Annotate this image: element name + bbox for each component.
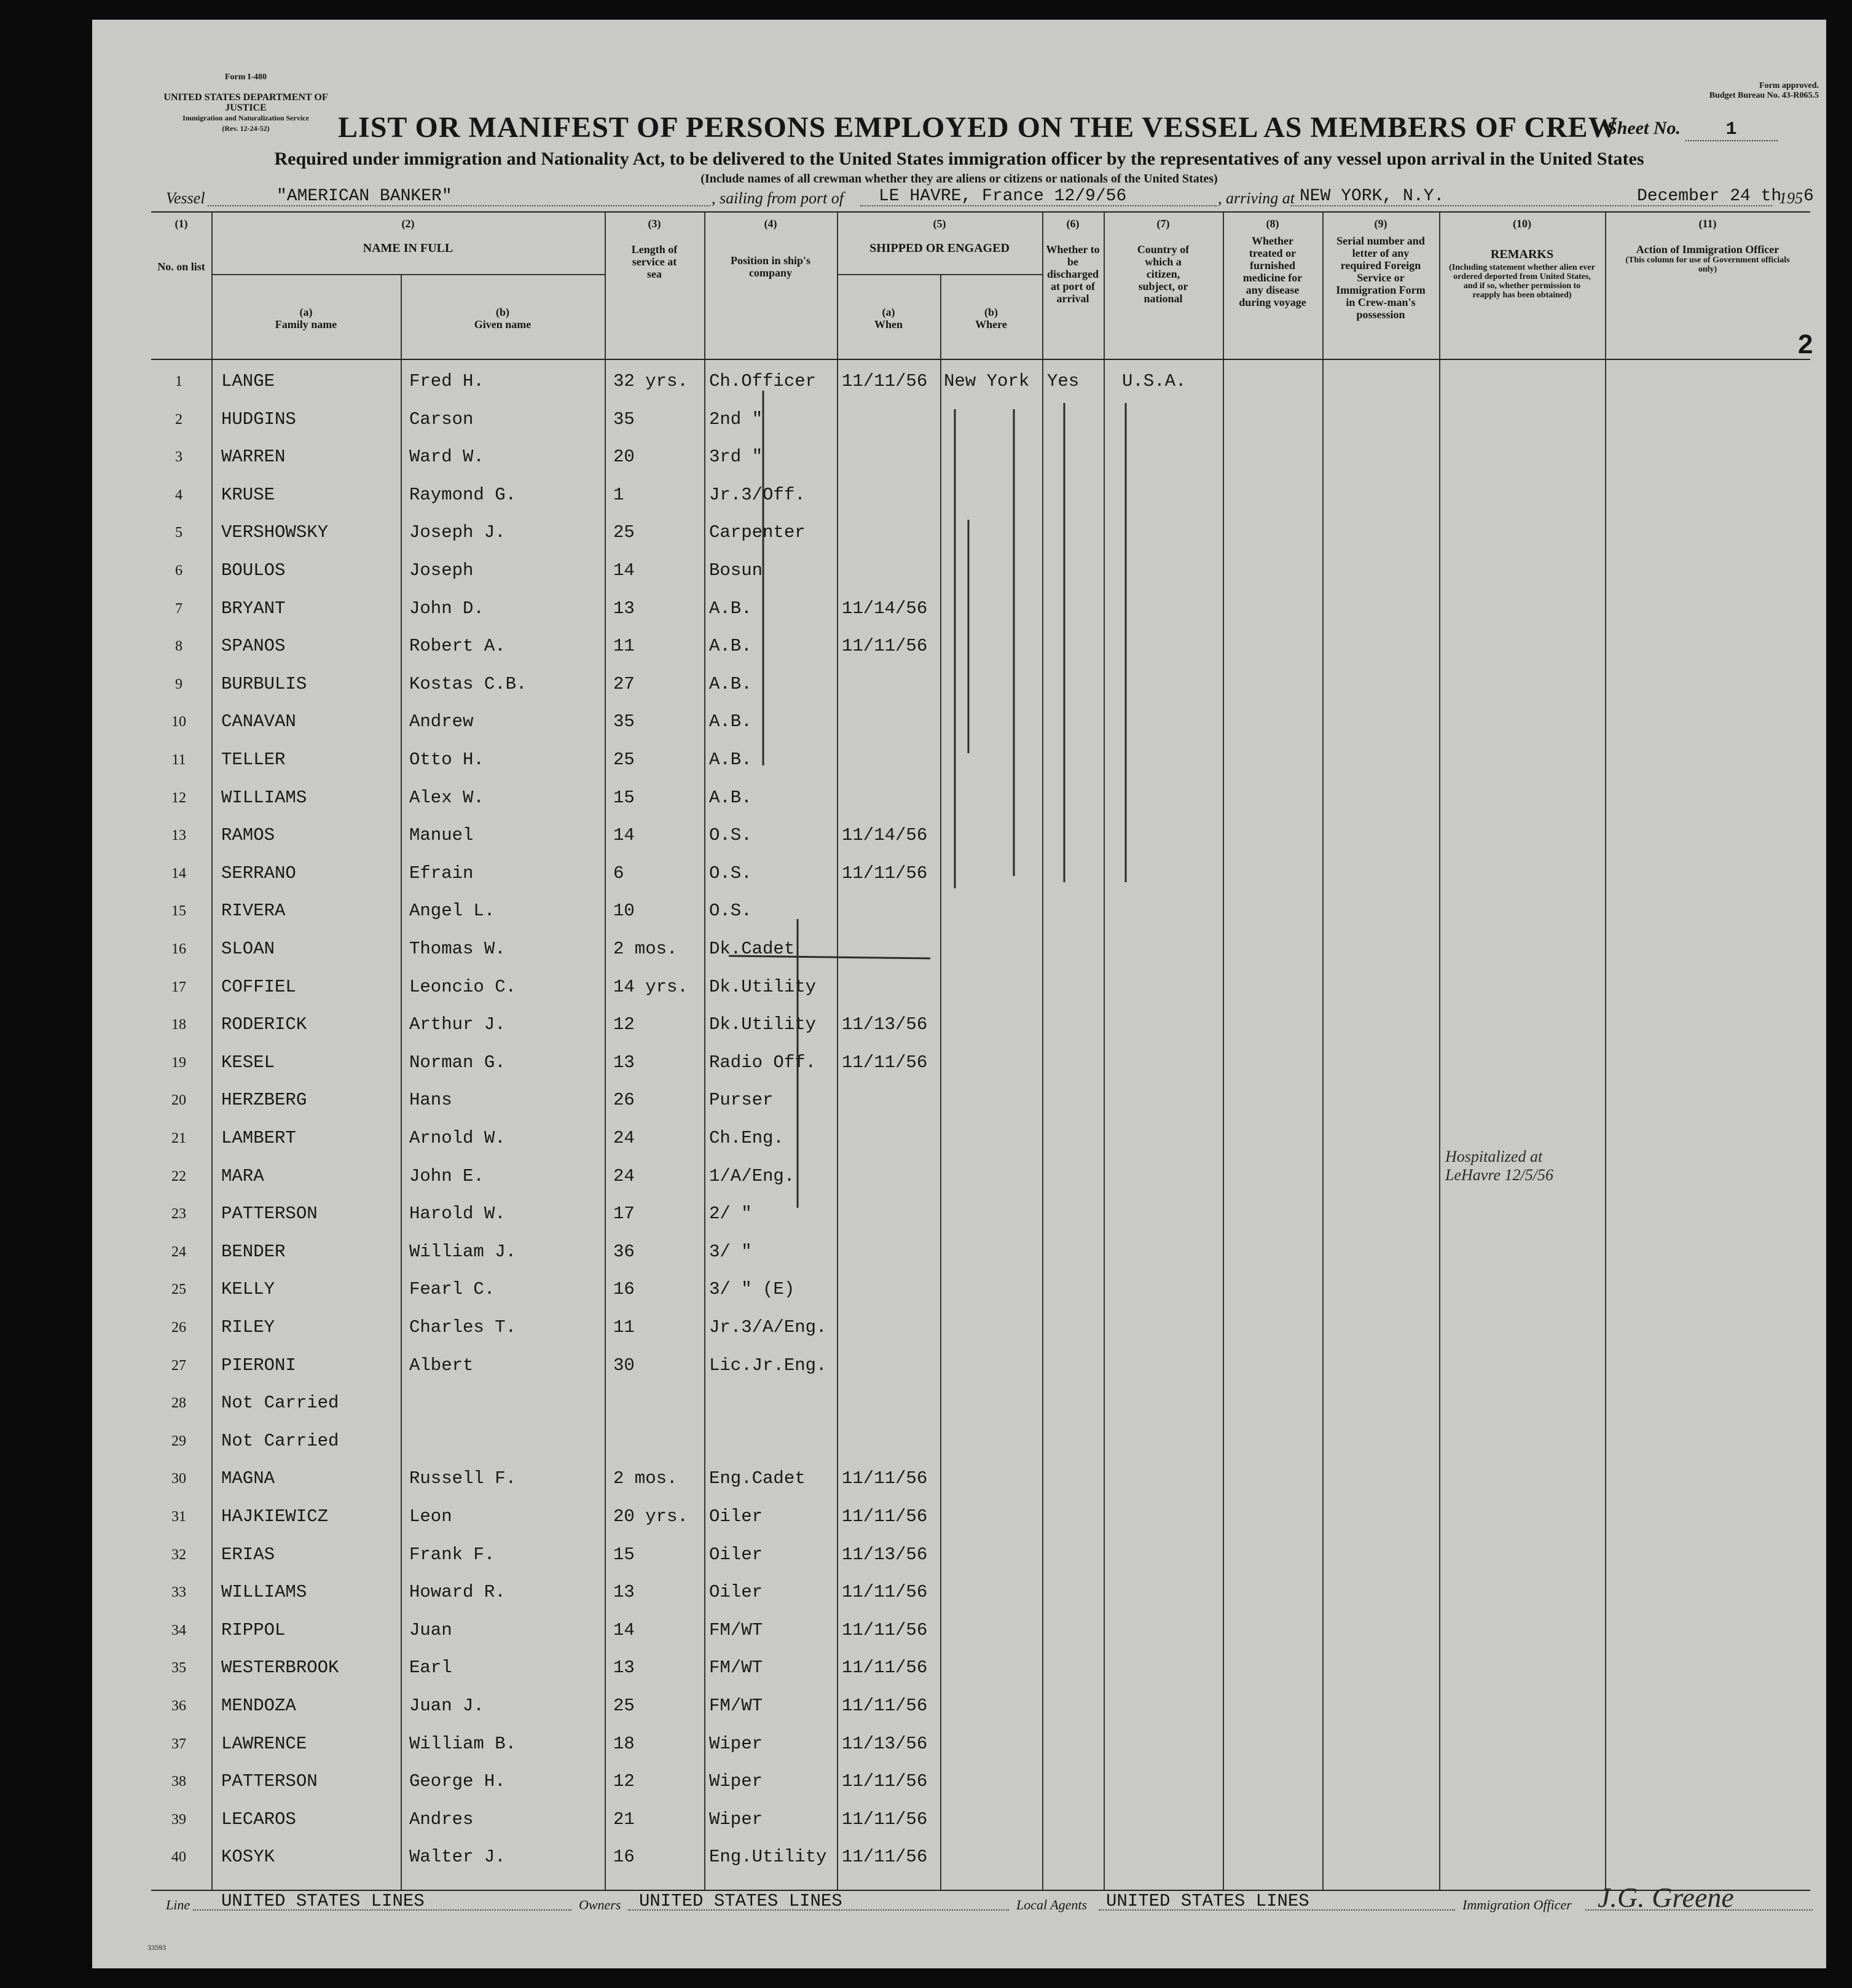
col5a-label: When xyxy=(874,318,903,331)
cell-given: Robert A. xyxy=(409,636,506,656)
cell-family: SERRANO xyxy=(221,863,296,883)
cell-no: 9 xyxy=(175,676,182,692)
cell-when: 11/11/56 xyxy=(842,1847,928,1867)
sailing-label: , sailing from port of xyxy=(712,189,844,207)
line-value: UNITED STATES LINES xyxy=(221,1891,425,1911)
cell-service: 17 xyxy=(613,1203,635,1224)
officer-signature: J.G. Greene xyxy=(1598,1882,1734,1913)
cell-position: Dk.Utility xyxy=(709,1014,817,1035)
cell-family: KRUSE xyxy=(221,485,275,505)
col6-number: (6) xyxy=(1066,217,1080,230)
cell-given: Juan xyxy=(409,1620,452,1640)
cell-position: FM/WT xyxy=(709,1696,763,1716)
col11-note: (This column for use of Government officials only) xyxy=(1625,256,1790,274)
col4-label: Position in ship's company xyxy=(730,254,811,279)
col9-label: Serial number and letter of any required Foreign Service or Immigration Form in Crew-man's possession xyxy=(1336,235,1426,321)
cell-no: 30 xyxy=(171,1471,186,1487)
cell-position: Eng.Utility xyxy=(709,1847,827,1867)
manifest-sheet xyxy=(92,20,1826,1968)
cell-position: O.S. xyxy=(709,825,752,845)
cell-position: Jr.3/A/Eng. xyxy=(709,1317,827,1337)
cell-given: Carson xyxy=(409,409,474,429)
cell-position: Oiler xyxy=(709,1544,763,1565)
cell-when: 11/13/56 xyxy=(842,1544,928,1565)
sheet-label: Sheet No. xyxy=(1607,118,1681,138)
cell-given: Joseph J. xyxy=(409,522,506,542)
cell-no: 4 xyxy=(175,487,182,503)
cell-service: 13 xyxy=(613,1657,635,1678)
cell-service: 13 xyxy=(613,1052,635,1073)
cell-service: 13 xyxy=(613,1582,635,1602)
col3-number: (3) xyxy=(648,217,661,230)
cell-position: 1/A/Eng. xyxy=(709,1166,795,1186)
cell-position: FM/WT xyxy=(709,1620,763,1640)
include-note: (Include names of all crewman whether they are aliens or citizens or nationals of the United States) xyxy=(700,172,1218,186)
cell-when: 11/11/56 xyxy=(842,371,928,391)
cell-given: William J. xyxy=(409,1242,517,1262)
cell-service: 26 xyxy=(613,1090,635,1110)
col5b-label: Where xyxy=(975,318,1007,331)
cell-given: Raymond G. xyxy=(409,485,517,505)
cell-no: 29 xyxy=(171,1433,186,1449)
cell-family: BENDER xyxy=(221,1242,286,1262)
cell-given: Albert xyxy=(409,1355,474,1376)
cell-family: RODERICK xyxy=(221,1014,307,1035)
form-number: Form I-480 xyxy=(225,72,267,82)
cell-family: KELLY xyxy=(221,1279,275,1299)
cell-when: 11/11/56 xyxy=(842,1620,928,1640)
cell-when: 11/11/56 xyxy=(842,1506,928,1527)
cell-no: 10 xyxy=(171,714,186,730)
cell-no: 40 xyxy=(171,1849,186,1865)
cell-service: 27 xyxy=(613,674,635,694)
cell-position: A.B. xyxy=(709,711,752,732)
cell-service: 32 yrs. xyxy=(613,371,688,391)
cell-position: 3/ " (E) xyxy=(709,1279,795,1299)
cell-service: 14 xyxy=(613,1620,635,1640)
approval-line-2: Budget Bureau No. 43-R065.5 xyxy=(1709,91,1819,100)
cell-family: LANGE xyxy=(221,371,275,391)
arrival-date: December 24 th xyxy=(1637,187,1782,206)
arrival-port: NEW YORK, N.Y. xyxy=(1300,187,1445,206)
col6-label: Whether to be discharged at port of arrival xyxy=(1046,243,1100,305)
cell-family: BURBULIS xyxy=(221,674,307,694)
cell-no: 34 xyxy=(171,1622,186,1638)
col10-note: (Including statement whether alien ever ordered deported from United States, and if so, whether permission to reapply has been obtained) xyxy=(1449,263,1595,300)
col10-label: REMARKS xyxy=(1490,248,1554,261)
col8-number: (8) xyxy=(1266,217,1279,230)
department-heading xyxy=(154,92,338,134)
cell-position: Dk.Utility xyxy=(709,977,817,997)
cell-given: Fearl C. xyxy=(409,1279,495,1299)
cell-service: 25 xyxy=(613,749,635,770)
cell-family: PIERONI xyxy=(221,1355,296,1376)
cell-position: Wiper xyxy=(709,1771,763,1791)
col10-number: (10) xyxy=(1513,217,1531,230)
cell-position: O.S. xyxy=(709,901,752,921)
cell-given: Russell F. xyxy=(409,1468,517,1489)
cell-no: 6 xyxy=(175,563,182,579)
cell-family: HAJKIEWICZ xyxy=(221,1506,329,1527)
col1-label: No. on list xyxy=(157,260,205,273)
cell-given: John D. xyxy=(409,598,484,619)
cell-position: A.B. xyxy=(709,749,752,770)
cell-family: RIVERA xyxy=(221,901,286,921)
cell-service: 15 xyxy=(613,1544,635,1565)
cell-no: 3 xyxy=(175,449,182,465)
crew-table xyxy=(151,211,1813,1891)
cell-position: Purser xyxy=(709,1090,774,1110)
cell-when: 11/11/56 xyxy=(842,1052,928,1073)
cell-no: 39 xyxy=(171,1812,186,1828)
cell-no: 35 xyxy=(171,1660,186,1676)
cell-given: Otto H. xyxy=(409,749,484,770)
cell-service: 2 mos. xyxy=(613,1468,678,1489)
cell-when: 11/13/56 xyxy=(842,1734,928,1754)
cell-family: VERSHOWSKY xyxy=(221,522,329,542)
cell-given: Hans xyxy=(409,1090,452,1110)
col2a-number: (a) xyxy=(299,306,313,318)
col2b-number: (b) xyxy=(496,306,509,318)
officer-label: Immigration Officer xyxy=(1462,1897,1572,1912)
cell-position: Jr.3/Off. xyxy=(709,485,806,505)
cell-family: RILEY xyxy=(221,1317,275,1337)
cell-no: 1 xyxy=(175,374,182,389)
col3-label: Length of service at sea xyxy=(631,243,678,280)
strike-through-line xyxy=(729,956,930,958)
cell-position: A.B. xyxy=(709,674,752,694)
cell-position: Bosun xyxy=(709,560,763,581)
cell-service: 18 xyxy=(613,1734,635,1754)
cell-no: 33 xyxy=(171,1584,186,1600)
cell-position: 3rd " xyxy=(709,447,763,467)
cell-service: 14 xyxy=(613,560,635,581)
cell-family: LAWRENCE xyxy=(221,1734,307,1754)
cell-no: 22 xyxy=(171,1168,186,1184)
cell-given: Earl xyxy=(409,1657,452,1678)
vessel-label: Vessel xyxy=(166,189,205,207)
cell-no: 18 xyxy=(171,1017,186,1033)
cell-family: ERIAS xyxy=(221,1544,275,1565)
cell-family: RAMOS xyxy=(221,825,275,845)
cell-position: Carpenter xyxy=(709,522,806,542)
cell-given: Kostas C.B. xyxy=(409,674,527,694)
cell-family: RIPPOL xyxy=(221,1620,286,1640)
cell-family: HERZBERG xyxy=(221,1090,307,1110)
col2a-label: Family name xyxy=(275,318,337,331)
cell-no: 36 xyxy=(171,1698,186,1714)
cell-service: 36 xyxy=(613,1242,635,1262)
cell-where: New York xyxy=(944,371,1030,391)
cell-family: SPANOS xyxy=(221,636,286,656)
cell-family: LECAROS xyxy=(221,1809,296,1830)
owners-value: UNITED STATES LINES xyxy=(639,1891,842,1911)
cell-family: WESTERBROOK xyxy=(221,1657,339,1678)
cell-service: 10 xyxy=(613,901,635,921)
cell-family: PATTERSON xyxy=(221,1203,318,1224)
approval-line-1: Form approved. xyxy=(1759,81,1819,90)
cell-when: 11/11/56 xyxy=(842,1657,928,1678)
cell-given: Juan J. xyxy=(409,1696,484,1716)
cell-when: 11/11/56 xyxy=(842,863,928,883)
cell-family: COFFIEL xyxy=(221,977,296,997)
cell-given: Walter J. xyxy=(409,1847,506,1867)
sheet-value: 1 xyxy=(1685,119,1778,141)
cell-position: Oiler xyxy=(709,1506,763,1527)
col4-number: (4) xyxy=(764,217,777,230)
cell-when: 11/11/56 xyxy=(842,1771,928,1791)
cell-position: Ch.Officer xyxy=(709,371,817,391)
cell-no: 37 xyxy=(171,1736,186,1752)
cell-when: 11/11/56 xyxy=(842,1468,928,1489)
sheet-number xyxy=(1607,118,1778,141)
cell-no: 17 xyxy=(171,979,186,995)
cell-service: 2 mos. xyxy=(613,939,678,959)
cell-no: 24 xyxy=(171,1244,186,1260)
cell-no: 32 xyxy=(171,1547,186,1563)
cell-no: 25 xyxy=(171,1282,186,1297)
col7-number: (7) xyxy=(1156,217,1170,230)
cell-position: Oiler xyxy=(709,1582,763,1602)
cell-discharged: Yes xyxy=(1047,371,1080,391)
cell-no: 11 xyxy=(171,752,186,768)
cell-family: SLOAN xyxy=(221,939,275,959)
cell-service: 12 xyxy=(613,1771,635,1791)
col5-number: (5) xyxy=(933,217,946,230)
cell-service: 14 yrs. xyxy=(613,977,688,997)
cell-country: U.S.A. xyxy=(1122,371,1187,391)
cell-given: Manuel xyxy=(409,825,474,845)
cell-service: 11 xyxy=(613,1317,635,1337)
cell-position: Dk.Cadet xyxy=(709,939,795,959)
arriving-label: , arriving at xyxy=(1218,189,1295,207)
cell-position: 2/ " xyxy=(709,1203,752,1224)
cell-when: 11/14/56 xyxy=(842,598,928,619)
col11-label: Action of Immigration Officer xyxy=(1636,243,1779,256)
cell-when: 11/13/56 xyxy=(842,1014,928,1035)
cell-given: Thomas W. xyxy=(409,939,506,959)
footer xyxy=(166,1882,1813,1928)
cell-given: Andres xyxy=(409,1809,474,1830)
cell-service: 14 xyxy=(613,825,635,845)
col2-label: NAME IN FULL xyxy=(363,241,453,255)
cell-position: Radio Off. xyxy=(709,1052,817,1073)
cell-no: 5 xyxy=(175,525,182,541)
cell-service: 35 xyxy=(613,711,635,732)
cell-family: WILLIAMS xyxy=(221,1582,307,1602)
cell-position: A.B. xyxy=(709,598,752,619)
ditto-marks xyxy=(151,213,1810,1890)
cell-no: 8 xyxy=(175,638,182,654)
cell-no: 23 xyxy=(171,1206,186,1222)
cell-position: FM/WT xyxy=(709,1657,763,1678)
cell-service: 20 yrs. xyxy=(613,1506,688,1527)
cell-service: 24 xyxy=(613,1128,635,1148)
cell-given: Leon xyxy=(409,1506,452,1527)
agents-label: Local Agents xyxy=(1016,1897,1088,1912)
cell-given: Andrew xyxy=(409,711,474,732)
cell-no: 28 xyxy=(171,1395,186,1411)
cell-position: O.S. xyxy=(709,863,752,883)
cell-given: Leoncio C. xyxy=(409,977,517,997)
cell-family: MAGNA xyxy=(221,1468,275,1489)
agents-value: UNITED STATES LINES xyxy=(1106,1891,1309,1911)
col5a-number: (a) xyxy=(882,306,895,318)
cell-position: 3/ " xyxy=(709,1242,752,1262)
cell-given: John E. xyxy=(409,1166,484,1186)
cell-no: 13 xyxy=(171,828,186,843)
cell-no: 27 xyxy=(171,1358,186,1374)
cell-family: MARA xyxy=(221,1166,264,1186)
cell-no: 7 xyxy=(175,601,182,617)
cell-position: A.B. xyxy=(709,788,752,808)
cell-no: 31 xyxy=(171,1509,186,1525)
cell-service: 6 xyxy=(613,863,624,883)
year-prefix: 195 xyxy=(1779,189,1803,207)
col1-number: (1) xyxy=(175,217,188,230)
cell-family: MENDOZA xyxy=(221,1696,296,1716)
cell-position: Lic.Jr.Eng. xyxy=(709,1355,827,1376)
cell-given: Howard R. xyxy=(409,1582,506,1602)
cell-given: Charles T. xyxy=(409,1317,517,1337)
cell-position: Eng.Cadet xyxy=(709,1468,806,1489)
cell-family: HUDGINS xyxy=(221,409,296,429)
official-mark: 2 xyxy=(1798,329,1813,359)
cell-given: Alex W. xyxy=(409,788,484,808)
owners-label: Owners xyxy=(579,1897,621,1912)
cell-service: 12 xyxy=(613,1014,635,1035)
col11-number: (11) xyxy=(1698,217,1717,230)
cell-service: 15 xyxy=(613,788,635,808)
cell-no: 21 xyxy=(171,1130,186,1146)
cell-given: William B. xyxy=(409,1734,517,1754)
col8-label: Whether treated or furnished medicine for any disease during voyage xyxy=(1239,235,1306,308)
form-revision: (Rev. 12-24-52) xyxy=(222,124,270,133)
cell-no: 12 xyxy=(171,790,186,806)
cell-given: Arthur J. xyxy=(409,1014,506,1035)
cell-family: CANAVAN xyxy=(221,711,296,732)
cell-position: Ch.Eng. xyxy=(709,1128,784,1148)
cell-when: 11/11/56 xyxy=(842,636,928,656)
cell-remarks: Hospitalized at LeHavre 12/5/56 xyxy=(1445,1148,1553,1184)
page-title: LIST OR MANIFEST OF PERSONS EMPLOYED ON THE VESSEL AS MEMBERS OF CREW xyxy=(338,111,1619,144)
cell-no: 14 xyxy=(171,866,186,882)
cell-given: Angel L. xyxy=(409,901,495,921)
cell-no: 20 xyxy=(171,1092,186,1108)
cell-when: 11/11/56 xyxy=(842,1696,928,1716)
cell-no: 26 xyxy=(171,1320,186,1336)
cell-service: 24 xyxy=(613,1166,635,1186)
cell-family: PATTERSON xyxy=(221,1771,318,1791)
year-suffix: 6 xyxy=(1803,187,1814,206)
approval-block xyxy=(1665,81,1819,101)
cell-when: 11/11/56 xyxy=(842,1809,928,1830)
service-name: Immigration and Naturalization Service xyxy=(182,114,309,122)
col2-number: (2) xyxy=(401,217,415,230)
cell-no: 19 xyxy=(171,1055,186,1071)
col7-label: Country of which a citizen, subject, or national xyxy=(1137,243,1190,305)
cell-service: 30 xyxy=(613,1355,635,1376)
cell-when: 11/14/56 xyxy=(842,825,928,845)
cell-service: 13 xyxy=(613,598,635,619)
cell-family: WILLIAMS xyxy=(221,788,307,808)
line-label: Line xyxy=(166,1897,190,1912)
cell-given: Fred H. xyxy=(409,371,484,391)
col5-label: SHIPPED OR ENGAGED xyxy=(869,241,1010,255)
cell-given: Efrain xyxy=(409,863,474,883)
cell-no: 38 xyxy=(171,1774,186,1790)
cell-service: 11 xyxy=(613,636,635,656)
cell-position: Wiper xyxy=(709,1734,763,1754)
vessel-name: "AMERICAN BANKER" xyxy=(277,187,452,206)
required-statement: Required under immigration and Nationality Act, to be delivered to the United States immigration officer by the representatives of any vessel upon arrival in the United States xyxy=(274,149,1644,169)
cell-family: Not Carried xyxy=(221,1393,339,1413)
vessel-line xyxy=(166,186,1813,211)
cell-given: Harold W. xyxy=(409,1203,506,1224)
cell-position: Wiper xyxy=(709,1809,763,1830)
department-name: UNITED STATES DEPARTMENT OF JUSTICE xyxy=(163,92,328,113)
cell-when: 11/11/56 xyxy=(842,1582,928,1602)
cell-given: Arnold W. xyxy=(409,1128,506,1148)
cell-no: 2 xyxy=(175,412,182,428)
cell-service: 25 xyxy=(613,522,635,542)
cell-given: Joseph xyxy=(409,560,474,581)
cell-service: 25 xyxy=(613,1696,635,1716)
cell-service: 16 xyxy=(613,1847,635,1867)
cell-family: TELLER xyxy=(221,749,286,770)
cell-family: Not Carried xyxy=(221,1431,339,1451)
cell-no: 16 xyxy=(171,941,186,957)
cell-family: WARREN xyxy=(221,447,286,467)
cell-service: 1 xyxy=(613,485,624,505)
cell-service: 35 xyxy=(613,409,635,429)
cell-given: Norman G. xyxy=(409,1052,506,1073)
cell-family: KOSYK xyxy=(221,1847,275,1867)
cell-given: Ward W. xyxy=(409,447,484,467)
cell-no: 15 xyxy=(171,903,186,919)
cell-given: George H. xyxy=(409,1771,506,1791)
cell-position: A.B. xyxy=(709,636,752,656)
corner-number: 33593 xyxy=(147,1943,166,1952)
cell-family: KESEL xyxy=(221,1052,275,1073)
col5b-number: (b) xyxy=(984,306,998,318)
sailing-port: LE HAVRE, France 12/9/56 xyxy=(879,187,1127,206)
cell-family: LAMBERT xyxy=(221,1128,296,1148)
cell-service: 20 xyxy=(613,447,635,467)
cell-service: 16 xyxy=(613,1279,635,1299)
col9-number: (9) xyxy=(1374,217,1387,230)
col2b-label: Given name xyxy=(474,318,532,331)
cell-service: 21 xyxy=(613,1809,635,1830)
cell-given: Frank F. xyxy=(409,1544,495,1565)
cell-position: 2nd " xyxy=(709,409,763,429)
cell-family: BOULOS xyxy=(221,560,286,581)
cell-family: BRYANT xyxy=(221,598,286,619)
